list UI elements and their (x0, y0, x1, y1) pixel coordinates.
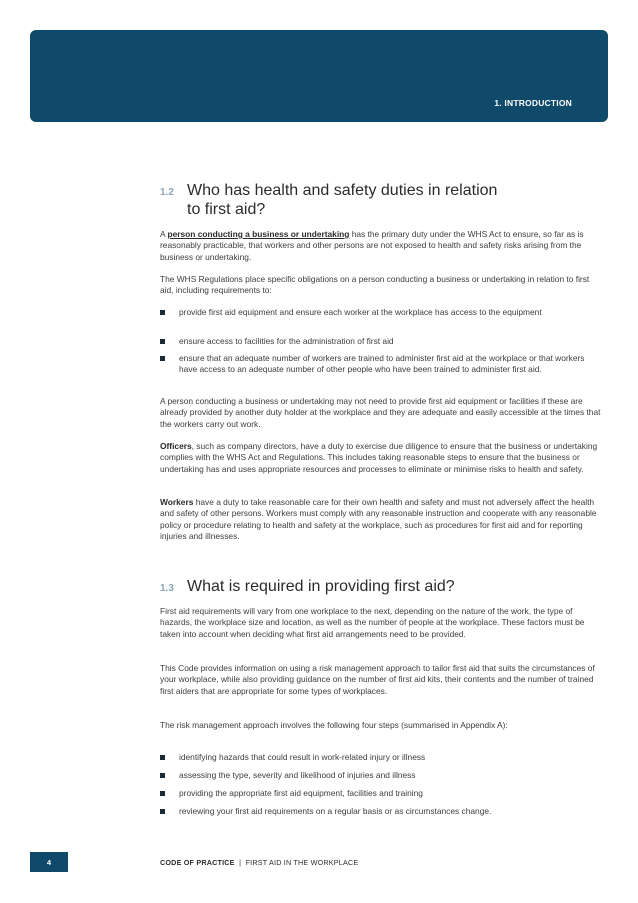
list-item: ensure access to facilities for the administration of first aid (160, 336, 604, 347)
list-item: ensure that an adequate number of workers are trained to administer first aid at the workplace or that workers have access to an adequate number of other people who have been trained to administer first aid. (160, 353, 604, 376)
bullet-square-icon (160, 773, 165, 778)
term-workers: Workers (160, 497, 194, 507)
section-title: What is required in providing first aid? (187, 578, 455, 595)
paragraph: This Code provides information on using a risk management approach to tailor first aid that suits the circumstances of your workplace, while also providing guidance on the number of first aid kits, their contents and the number of trained first aiders that are appropriate for some types of workplaces. (160, 663, 595, 696)
list-item: providing the appropriate first aid equipment, facilities and training (160, 788, 604, 799)
bullet-square-icon (160, 791, 165, 796)
list-item: assessing the type, severity and likelihood of injuries and illness (160, 770, 604, 781)
footer-title: CODE OF PRACTICE | FIRST AID IN THE WORKPLACE (160, 858, 359, 867)
list-item: identifying hazards that could result in work-related injury or illness (160, 752, 604, 763)
term-officers: Officers (160, 441, 192, 451)
bullet-square-icon (160, 809, 165, 814)
term-pcbu: person conducting a business or undertaking (167, 229, 350, 239)
bullet-square-icon (160, 339, 165, 344)
section-heading-1-2 (160, 181, 604, 219)
bullet-square-icon (160, 356, 165, 361)
section-number: 1.3 (160, 583, 174, 594)
section-number: 1.2 (160, 187, 174, 198)
page-number: 4 (30, 852, 68, 872)
section-label: 1. INTRODUCTION (494, 98, 572, 108)
paragraph: The WHS Regulations place specific obligations on a person conducting a business or undertaking in relation to first aid, including requirements to: (160, 274, 590, 296)
bullet-square-icon (160, 755, 165, 760)
header-band (30, 30, 608, 122)
section-heading-1-3 (160, 577, 604, 596)
section-title: Who has health and safety duties in relation to first aid? (187, 182, 498, 218)
list-item: reviewing your first aid requirements on a regular basis or as circumstances change. (160, 806, 604, 817)
paragraph: Workers have a duty to take reasonable care for their own health and safety and must not adversely affect the health and safety of other persons. Workers must comply with any reasonable instruction and cooperate with any reasonable policy or procedure relating to health and safety at the workplace, such as procedures for first aid and for reporting injuries and illnesses. (160, 497, 597, 542)
paragraph: The risk management approach involves the following four steps (summarised in Appendix A): (160, 720, 508, 730)
bullet-square-icon (160, 310, 165, 315)
paragraph: A person conducting a business or undertaking may not need to provide first aid equipment or facilities if these are already provided by another duty holder at the workplace and they are adequate and easily accessible at the times that the workers carry out work. (160, 396, 601, 429)
paragraph: Officers, such as company directors, have a duty to exercise due diligence to ensure that the business or undertaking complies with the WHS Act and Regulations. This includes taking reasonable steps to ensure that the business or undertaking has and uses appropriate resources and processes to eliminate or minimise risks to health and safety. (160, 441, 598, 474)
paragraph: First aid requirements will vary from one workplace to the next, depending on the nature of the work, the type of hazards, the workplace size and location, as well as the number of people at the workplace. These factors must be taken into account when deciding what first aid arrangements need to be provided. (160, 606, 585, 639)
list-item: provide first aid equipment and ensure each worker at the workplace has access to the equipment (160, 307, 604, 318)
paragraph: A person conducting a business or undertaking has the primary duty under the WHS Act to ensure, so far as is reasonably practicable, that workers and other persons are not exposed to health and safety risks arising from the business or undertaking. (160, 229, 584, 262)
